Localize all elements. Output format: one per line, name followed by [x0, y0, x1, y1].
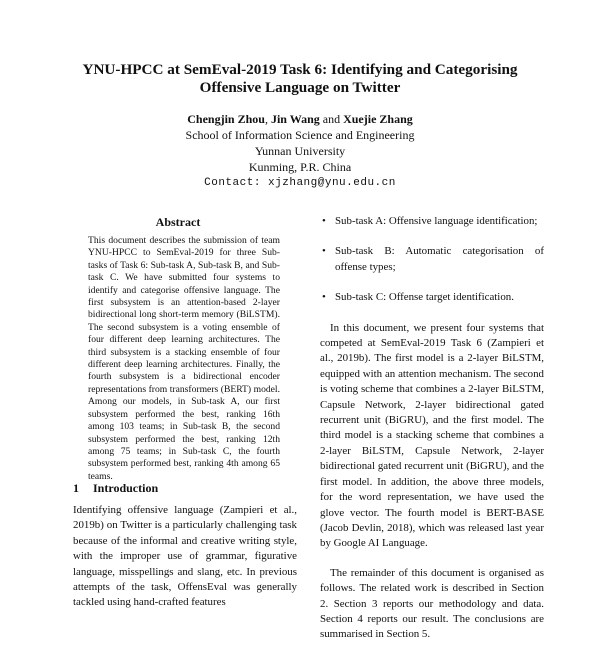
outline-paragraph: The remainder of this document is organised as follows. The related work is described in Section 2. Section 3 reports our methodology and data. Section 4 reports our result. The conclusions are summarised in Section 5. [320, 566, 544, 641]
subtask-b-item: • Sub-task B: Automatic categorisation of offense types; [320, 244, 544, 275]
paper-title [50, 61, 550, 97]
affiliation-university: Yunnan University [254, 144, 346, 158]
affiliation-school: School of Information Science and Engineering [185, 128, 415, 142]
subtask-c-item: • Sub-task C: Offense target identification. [320, 290, 544, 305]
section-heading-introduction [73, 481, 158, 496]
introduction-text: Identifying offensive language (Zampieri et al., 2019b) on Twitter is a particularly challenging task because of the informal and creative writing style, with the improper use of grammar, figurative language, misspellings and slang, etc. In previous attempts of the task, OffensEval was generally tackled using hand-crafted features [73, 504, 297, 609]
author-3: Xuejie Zhang [343, 112, 413, 126]
title-line-2: Offensive Language on Twitter [199, 79, 401, 96]
author-block [50, 111, 550, 191]
subtask-list [320, 214, 544, 306]
title-line-1: YNU-HPCC at SemEval-2019 Task 6: Identifying and Categorising [82, 61, 518, 78]
affiliation-location: Kunming, P.R. China [248, 160, 352, 174]
systems-paragraph: In this document, we present four systems that competed at SemEval-2019 Task 6 (Zampieri et al., 2019b). The first model is a 2-layer BiLSTM, equipped with an attention mechanism. The second is voting scheme that combines a 2-layer BiLSTM, Capsule Network, 2-layer bidirectional gated recurrent unit (BiGRU), and the first model. The third model is a stacking scheme that combines a 2-layer BiLSTM, Capsule Network, 2-layer bidirectional gated recurrent unit (BiGRU), and the first model. In addition, the above three models, for the word representation, we have used the glove vector. The fourth model is BERT-BASE (Jacob Devlin, 2018), which was released last year by Google AI Language. [320, 321, 544, 550]
section-number: 1 [73, 481, 79, 495]
abstract-heading: Abstract [155, 215, 201, 229]
subtask-a-item: • Sub-task A: Offensive language identification; [320, 214, 544, 229]
right-column [320, 214, 544, 657]
author-2: Jin Wang [270, 112, 320, 126]
author-1: Chengjin Zhou [187, 112, 265, 126]
author-names: Chengjin Zhou, Jin Wang and Xuejie Zhang [187, 112, 413, 126]
abstract-text: This document describes the submission of team YNU-HPCC to SemEval-2019 for three Sub-tasks of Task 6: Sub-task A, Sub-task B, and Sub-task C. We have submitted four systems to identify and categorise offensive language. The first subsystem is an attention-based 2-layer bidirectional long short-term memory (BiLSTM). The second subsystem is a voting ensemble of four different deep learning architectures. The third subsystem is a stacking ensemble of four different deep learning architectures. Finally, the fourth subsystem is a bidirectional encoder representations from transformers (BERT) model. Among our models, in Sub-task A, our first subsystem performed the best, ranking 16th among 103 teams; in Sub-task B, the second subsystem performed the best, ranking 12th among 75 teams; in Sub-task C, the fourth subsystem performed best, ranking 4th among 65 teams. [88, 235, 280, 482]
section-title: Introduction [93, 481, 159, 495]
contact-email: Contact: xjzhang@ynu.edu.cn [204, 177, 396, 189]
author-and: and [322, 112, 341, 126]
